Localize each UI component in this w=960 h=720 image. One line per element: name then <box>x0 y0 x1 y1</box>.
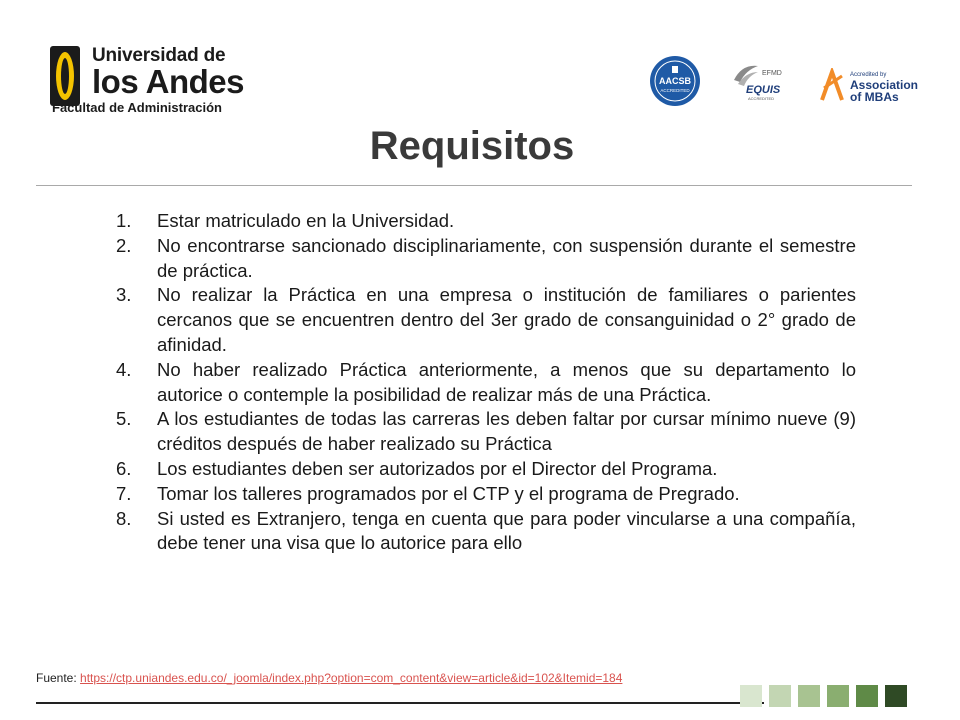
decor-square-4 <box>827 685 849 707</box>
requirement-number: 6. <box>116 457 132 479</box>
requirement-item-4 <box>112 358 856 408</box>
university-emblem-icon <box>50 46 80 106</box>
requirement-text: No realizar la Práctica en una empresa o institución de familiares o parientes cercanos que se encuentren dentro del 3er grado de consanguinidad o 2° grado de afinidad. <box>157 284 856 355</box>
requirements-list <box>112 209 856 556</box>
source-citation <box>36 671 622 685</box>
source-link[interactable]: https://ctp.uniandes.edu.co/_joomla/index.php?option=com_content&view=article&id=102&Itemid=184 <box>80 671 623 685</box>
requirement-number: 7. <box>116 482 132 504</box>
requirement-number: 8. <box>116 507 132 529</box>
requirement-text: Estar matriculado en la Universidad. <box>157 210 455 231</box>
footer-divider <box>36 702 764 704</box>
requirement-item-7 <box>112 482 856 507</box>
logo-faculty-line: Facultad de Administración <box>52 100 222 115</box>
decor-square-6 <box>885 685 907 707</box>
logo-name-line: los Andes <box>92 63 244 100</box>
title-divider <box>36 185 912 186</box>
requirement-item-3 <box>112 283 856 357</box>
requirement-text: Los estudiantes deben ser autorizados por el Director del Programa. <box>157 457 718 479</box>
amba-badge <box>820 68 920 104</box>
decor-square-1 <box>740 685 762 707</box>
amba-line2: Association <box>850 78 919 92</box>
university-logo <box>40 42 244 120</box>
requirement-number: 5. <box>116 408 132 430</box>
decor-square-3 <box>798 685 820 707</box>
decor-square-5 <box>856 685 878 707</box>
logo-university-line: Universidad de <box>92 45 226 66</box>
aacsb-name: AACSB <box>658 76 692 86</box>
requirement-text: No encontrarse sancionado disciplinariamente, con suspensión durante el semestre de práctica. <box>157 234 856 281</box>
amba-line3: of MBAs <box>850 90 899 104</box>
requirement-item-2 <box>112 234 856 284</box>
requirement-item-6 <box>112 457 856 482</box>
aacsb-sub: ACCREDITED <box>660 88 690 93</box>
requirement-number: 1. <box>116 210 132 231</box>
equis-badge <box>728 60 790 104</box>
decor-square-2 <box>769 685 791 707</box>
requirement-text: Tomar los talleres programados por el CTP y el programa de Pregrado. <box>157 482 740 504</box>
equis-name: EQUIS <box>746 84 781 96</box>
amba-line1: Accredited by <box>850 72 887 78</box>
requirement-item-5 <box>112 407 856 457</box>
requirement-number: 3. <box>116 284 132 306</box>
source-label: Fuente: <box>36 671 81 685</box>
requirement-text: A los estudiantes de todas las carreras les deben faltar por cursar mínimo nueve (9) créditos después de haber realizado su Práctica <box>157 408 856 455</box>
requirement-number: 4. <box>116 358 132 380</box>
equis-org: EFMD <box>762 70 782 77</box>
requirement-number: 2. <box>116 234 132 256</box>
equis-sub: ACCREDITED <box>748 96 775 101</box>
aacsb-badge <box>649 55 701 107</box>
page-title: Requisitos <box>369 124 575 168</box>
requirement-item-1 <box>112 209 856 234</box>
requirement-item-8 <box>112 507 856 557</box>
requirement-text: Si usted es Extranjero, tenga en cuenta que para poder vincularse a una compañía, debe tener una visa que lo autorice para ello <box>157 507 856 554</box>
requirement-text: No haber realizado Práctica anteriormente, a menos que su departamento lo autorice o contemple la posibilidad de realizar más de una Práctica. <box>157 358 856 405</box>
